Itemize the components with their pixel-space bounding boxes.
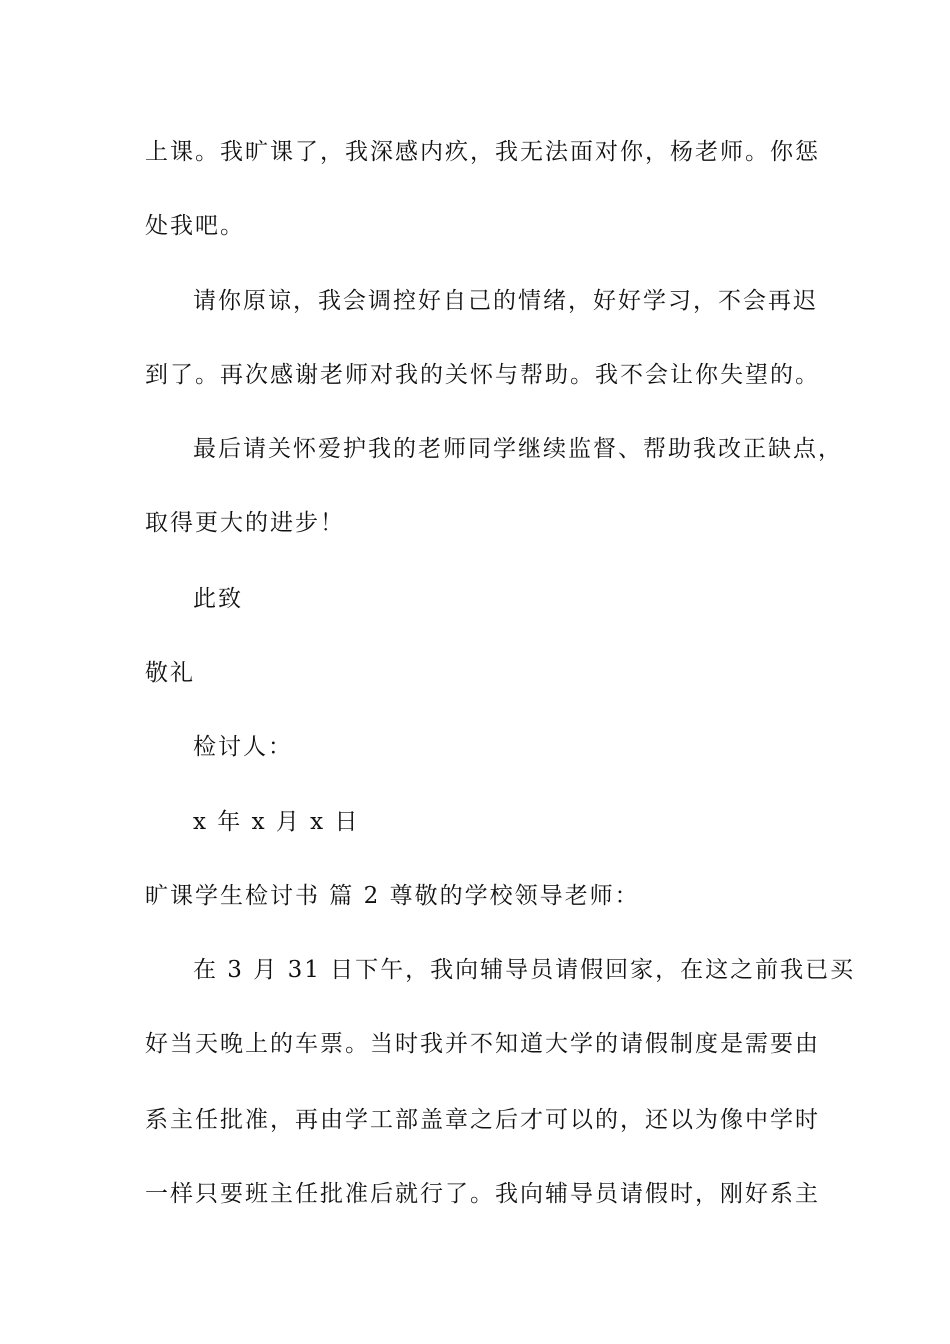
text-line: 好当天晚上的车票。当时我并不知道大学的请假制度是需要由 bbox=[145, 1031, 820, 1057]
paragraph-start-line: 请你原谅，我会调控好自己的情绪，好好学习，不会再迟 bbox=[193, 288, 818, 314]
date-line: x 年 x 月 x 日 bbox=[193, 809, 360, 835]
paragraph-start-line: 最后请关怀爱护我的老师同学继续监督、帮助我改正缺点， bbox=[193, 436, 843, 462]
signature-label: 检讨人： bbox=[193, 734, 293, 760]
text-line: 取得更大的进步！ bbox=[145, 510, 345, 536]
text-line: 到了。再次感谢老师对我的关怀与帮助。我不会让你失望的。 bbox=[145, 362, 820, 388]
closing-regards: 敬礼 bbox=[145, 660, 195, 686]
text-line: 上课。我旷课了，我深感内疚，我无法面对你，杨老师。你惩 bbox=[145, 139, 820, 165]
text-line: 系主任批准，再由学工部盖章之后才可以的，还以为像中学时 bbox=[145, 1107, 820, 1133]
closing-salutation: 此致 bbox=[193, 586, 243, 612]
text-line: 处我吧。 bbox=[145, 213, 245, 239]
text-line: 一样只要班主任批准后就行了。我向辅导员请假时，刚好系主 bbox=[145, 1181, 820, 1207]
section-heading: 旷课学生检讨书 篇 2 尊敬的学校领导老师： bbox=[145, 883, 640, 909]
paragraph-start-line: 在 3 月 31 日下午，我向辅导员请假回家，在这之前我已买 bbox=[193, 957, 856, 983]
